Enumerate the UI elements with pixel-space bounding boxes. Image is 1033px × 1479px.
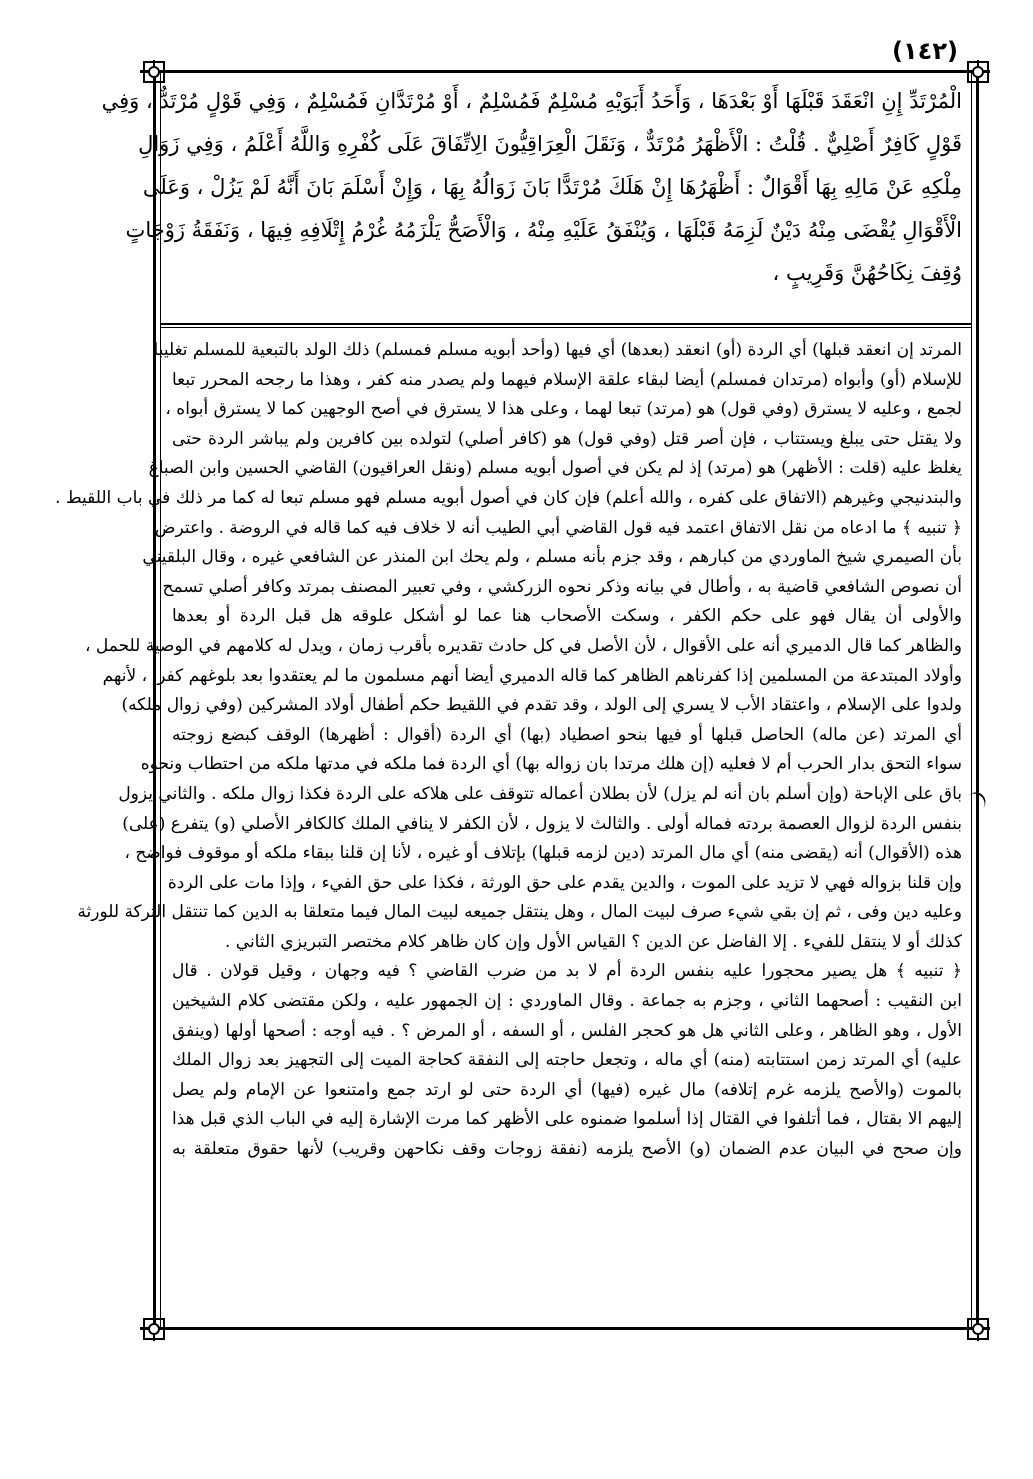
- sharh-line: ﴿ تنبيه ﴾ ما ادعاه من نقل الاتفاق اعتمد فيه قول القاضي أبي الطيب أنه لا خلاف فيه كما قاله في الروضة . واعترض: [154, 517, 962, 538]
- matn-line: قَوْلٍ كَافِرٌ أَصْلِيٌّ . قُلْتُ : الْأَظْهَرُ مُرْتَدٌّ ، وَنَقَلَ الْعِرَاقِيُّونَ الِاتِّفَاقَ عَلَى كُفْرِهِ وَاللَّهُ أَعْلَمُ ، وَفِي زَوَالِ: [138, 132, 962, 156]
- sharh-line: ﴿ تنبيه ﴾ هل يصير محجورا عليه بنفس الردة أم لا بد من ضرب القاضي ؟ فيه وجهان ، وقيل قولان . قال: [172, 961, 962, 982]
- corner-ornament-icon: [965, 1316, 991, 1342]
- corner-ornament-icon: [141, 1316, 167, 1342]
- sharh-line: أي المرتد (عن ماله) الحاصل قبلها أو فيها بنحو اصطياد (بها) أي الردة (أقوال : أظهرها) الوقف كبضع زوجته: [172, 724, 962, 745]
- margin-mark-icon: [960, 788, 989, 818]
- page-number: (١٤٢): [892, 37, 958, 65]
- sharh-line: وعليه دين وفى ، ثم إن بقي شيء صرف لبيت المال ، وهل ينتقل جميعه لبيت المال فيما متعلقا به الدين كما تنتقل التركة للورثة: [77, 902, 962, 923]
- frame-top-rule: [140, 70, 990, 73]
- sharh-line: لجمع ، وعليه لا يسترق (وفي قول) هو (مرتد) تبعا لهما ، وعلى هذا لا يسترق في أصح الوجهين كما لا يسترق أبواه ،: [165, 399, 962, 420]
- sharh-line: الأول ، وهو الظاهر ، وعلى الثاني هل هو كحجر الفلس ، أو السفه ، أو المرض ؟ . فيه أوجه : أصحها أولها (وينفق: [172, 1020, 962, 1041]
- sharh-line: وإن صحح في البيان عدم الضمان (و) الأصح يلزمه (نفقة زوجات وقف نكاحهن وقريب) لأنها حقوق متعلقة به: [172, 1139, 962, 1160]
- sharh-line: كذلك أو لا ينتقل للفيء . إلا الفاضل عن الدين ؟ القياس الأول وإن كان ظاهر كلام مختصر التبريزي الثاني .: [224, 931, 962, 952]
- matn-line: وُقِفَ نِكَاحُهُنَّ وَقَرِيبٍ ،: [772, 261, 962, 285]
- sharh-line: ولدوا على الإسلام ، واعتقاد الأب لا يسري إلى الولد ، وقد تقدم في اللقيط حكم أطفال أولاد المشركين (وفي زوال ملكه): [121, 695, 962, 716]
- frame-bottom-rule: [140, 1327, 990, 1330]
- sharh-line: ابن النقيب : أصحهما الثاني ، وجزم به جماعة . وقال الماوردي : إن الجمهور عليه ، ولكن مقتضى كلام الشيخين: [172, 991, 963, 1012]
- sharh-line: وإن قلنا بزواله فهي لا تزيد على الموت ، والدين يقدم على حق الورثة ، فكذا على حق الفيء ، وإذا مات على الردة: [167, 872, 962, 893]
- sharh-line: عليه) أي المرتد زمن استتابته (منه) أي ماله ، وتجعل حاجته إلى النفقة كحاجة الميت إلى التجهيز بعد زوال الملك: [172, 1050, 962, 1071]
- sharh-line: سواء التحق بدار الحرب أم لا فعليه (إن هلك مرتدا بان زواله بها) أي الردة فما ملكه في مدتها ملكه من احتطاب ونحوه: [140, 754, 962, 775]
- sharh-text: [55, 336, 963, 1165]
- matn-sharh-divider: [160, 323, 972, 325]
- frame-right-inner-rule: [971, 70, 972, 1330]
- sharh-line: إليهم الا بقتال ، فما أتلفوا في القتال إذا أسلموا ضمنوه على الأظهر كما مرت الإشارة إليه في الباب الذي قبل هذا: [172, 1109, 962, 1130]
- matn-text: [101, 80, 962, 295]
- sharh-line: بأن الصيمري شيخ الماوردي من كبارهم ، وقد جزم بأنه مسلم ، ولم يحك ابن المنذر عن الشافعي غيره ، وقال البلقيني: [142, 547, 962, 568]
- sharh-line: والبندنيجي وغيرهم (الاتفاق على كفره ، والله أعلم) فإن كان في أصول أبويه مسلم فهو مسلم تبعا له كما مر ذلك في باب اللقيط .: [55, 487, 962, 508]
- sharh-line: المرتد إن انعقد قبلها) أي الردة (أو) انعقد (بعدها) أي فيها (وأحد أبويه مسلم فمسلم) ذلك الولد بالتبعية للمسلم تغليبا: [153, 340, 962, 360]
- sharh-line: للإسلام (أو) وأبواه (مرتدان فمسلم) أيضا لبقاء علقة الإسلام فيهما ولم يصدر منه كفر ، وهذا ما رجحه المحرر تبعا: [172, 369, 962, 390]
- sharh-line: وأولاد المبتدعة من المسلمين إذا كفرناهم الظاهر كما قاله الدميري أيضا أنهم مسلمون ما لم يعتقدوا بعد بلوغهم كفرا ، لأنهم: [102, 665, 962, 686]
- sharh-line: بنفس الردة لزوال العصمة بردته فماله أولى . والثالث لا يزول ، لأن الكفر لا ينافي الملك كالكافر الأصلي (و) يتفرع (على): [122, 813, 962, 834]
- sharh-line: يغلظ عليه (قلت : الأظهر) هو (مرتد) إذ لم يكن في أصول أبويه مسلم (ونقل العراقيون) القاضي الحسين وابن الصباغ: [148, 458, 962, 479]
- matn-line: الْأَقْوَالِ يُقْضَى مِنْهُ دَيْنٌ لَزِمَهُ قَبْلَهَا ، وَيُنْفَقُ عَلَيْهِ مِنْهُ ، وَالْأَصَحُّ يَلْزَمُهُ غُرْمُ إِتْلَافِهِ فِيهَا ، وَنَفَقَةُ زَوْجَاتٍ: [125, 218, 962, 242]
- corner-ornament-icon: [965, 59, 991, 85]
- sharh-line: والظاهر كما قال الدميري أنه على الأقوال ، لأن الأصل في كل حادث تقديره بأقرب زمان ، ويدل له كلامهم في الوصية للحمل ،: [84, 635, 962, 656]
- matn-sharh-divider-thin: [160, 327, 972, 328]
- sharh-line: أن نصوص الشافعي قاضية به ، وأطال في بيانه وذكر نحوه الزركشي ، وفي تعبير المصنف بمرتد وكافر أصلي تسمح ،: [151, 576, 962, 597]
- sharh-line: هذه (الأقوال) أنه (يقضى منه) أي مال المرتد (دين لزمه قبلها) بإتلاف أو غيره ، لأنا إن قلنا ببقاء ملكه أو موقوف فواضح ،: [124, 843, 962, 864]
- sharh-line: بالموت (والأصح يلزمه غرم إتلافه) مال غيره (فيها) أي الردة حتى لو ارتد جمع وامتنعوا عن الإمام ولم يصل: [172, 1079, 962, 1100]
- matn-line: الْمُرْتَدِّ إِنِ انْعَقَدَ قَبْلَهَا أَوْ بَعْدَهَا ، وَأَحَدُ أَبَوَيْهِ مُسْلِمٌ فَمُسْلِمٌ ، أَوْ مُرْتَدَّانِ فَمُسْلِمٌ ، وَفِي قَوْلٍ مُرْتَدٌّ ، وَفِي: [101, 89, 962, 113]
- matn-line: مِلْكِهِ عَنْ مَالِهِ بِهَا أَقْوَالٌ : أَظْهَرُهَا إِنْ هَلَكَ مُرْتَدًّا بَانَ زَوَالُهُ بِهَا ، وَإِنْ أَسْلَمَ بَانَ أَنَّهُ لَمْ يَزُلْ ، وَعَلَى: [142, 175, 962, 199]
- frame-right-rule: [976, 70, 979, 1330]
- sharh-line: باق على الإباحة (وإن أسلم بان أنه لم يزل) لأن بطلان أعماله تتوقف على هلاكه على الردة فكذا زوال ملكه . والثاني يزول: [118, 783, 962, 804]
- sharh-line: والأولى أن يقال فهو على حكم الكفر ، وسكت الأصحاب هنا عما لو أشكل علوقه هل قبل الردة أو بعدها: [172, 606, 962, 627]
- sharh-line: ولا يقتل حتى يبلغ ويستتاب ، فإن أصر قتل (وفي قول) هو (كافر أصلي) لتولده بين كافرين ولم يباشر الردة حتى: [172, 428, 962, 449]
